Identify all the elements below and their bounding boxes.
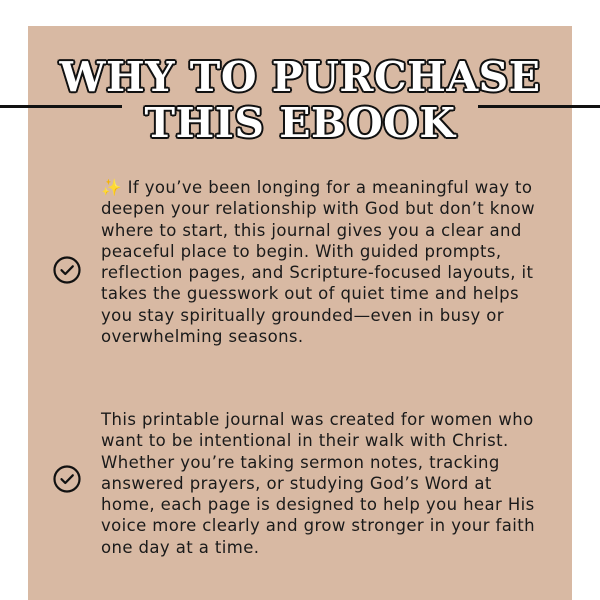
check-circle-icon xyxy=(53,256,81,284)
benefit-text-1-body: If you’ve been longing for a meaningful way to deepen your relationship with God but don’t know where to start, this journal gives you a clear and peaceful place to begin. With guided prompts, reflection pages, and Scripture-focused layouts, it takes the guesswork out of quiet time and helps you stay spiritually grounded—even in busy or overwhelming seasons. xyxy=(101,178,535,347)
check-circle-icon xyxy=(53,465,81,493)
title-line-2: THIS EBOOK xyxy=(144,99,456,147)
benefit-text-1 xyxy=(101,177,541,347)
title-line-1: WHY TO PURCHASE xyxy=(59,53,541,101)
sparkle-icon: ✨ xyxy=(101,178,122,197)
benefit-text-2: This printable journal was created for women who want to be intentional in their walk with Christ. Whether you’re taking sermon notes, tracking answered prayers, or studying God’s Word at home, each page is designed to help you hear His voice more clearly and grow stronger in your faith one day at a time. xyxy=(101,410,535,557)
page-title xyxy=(0,54,600,146)
